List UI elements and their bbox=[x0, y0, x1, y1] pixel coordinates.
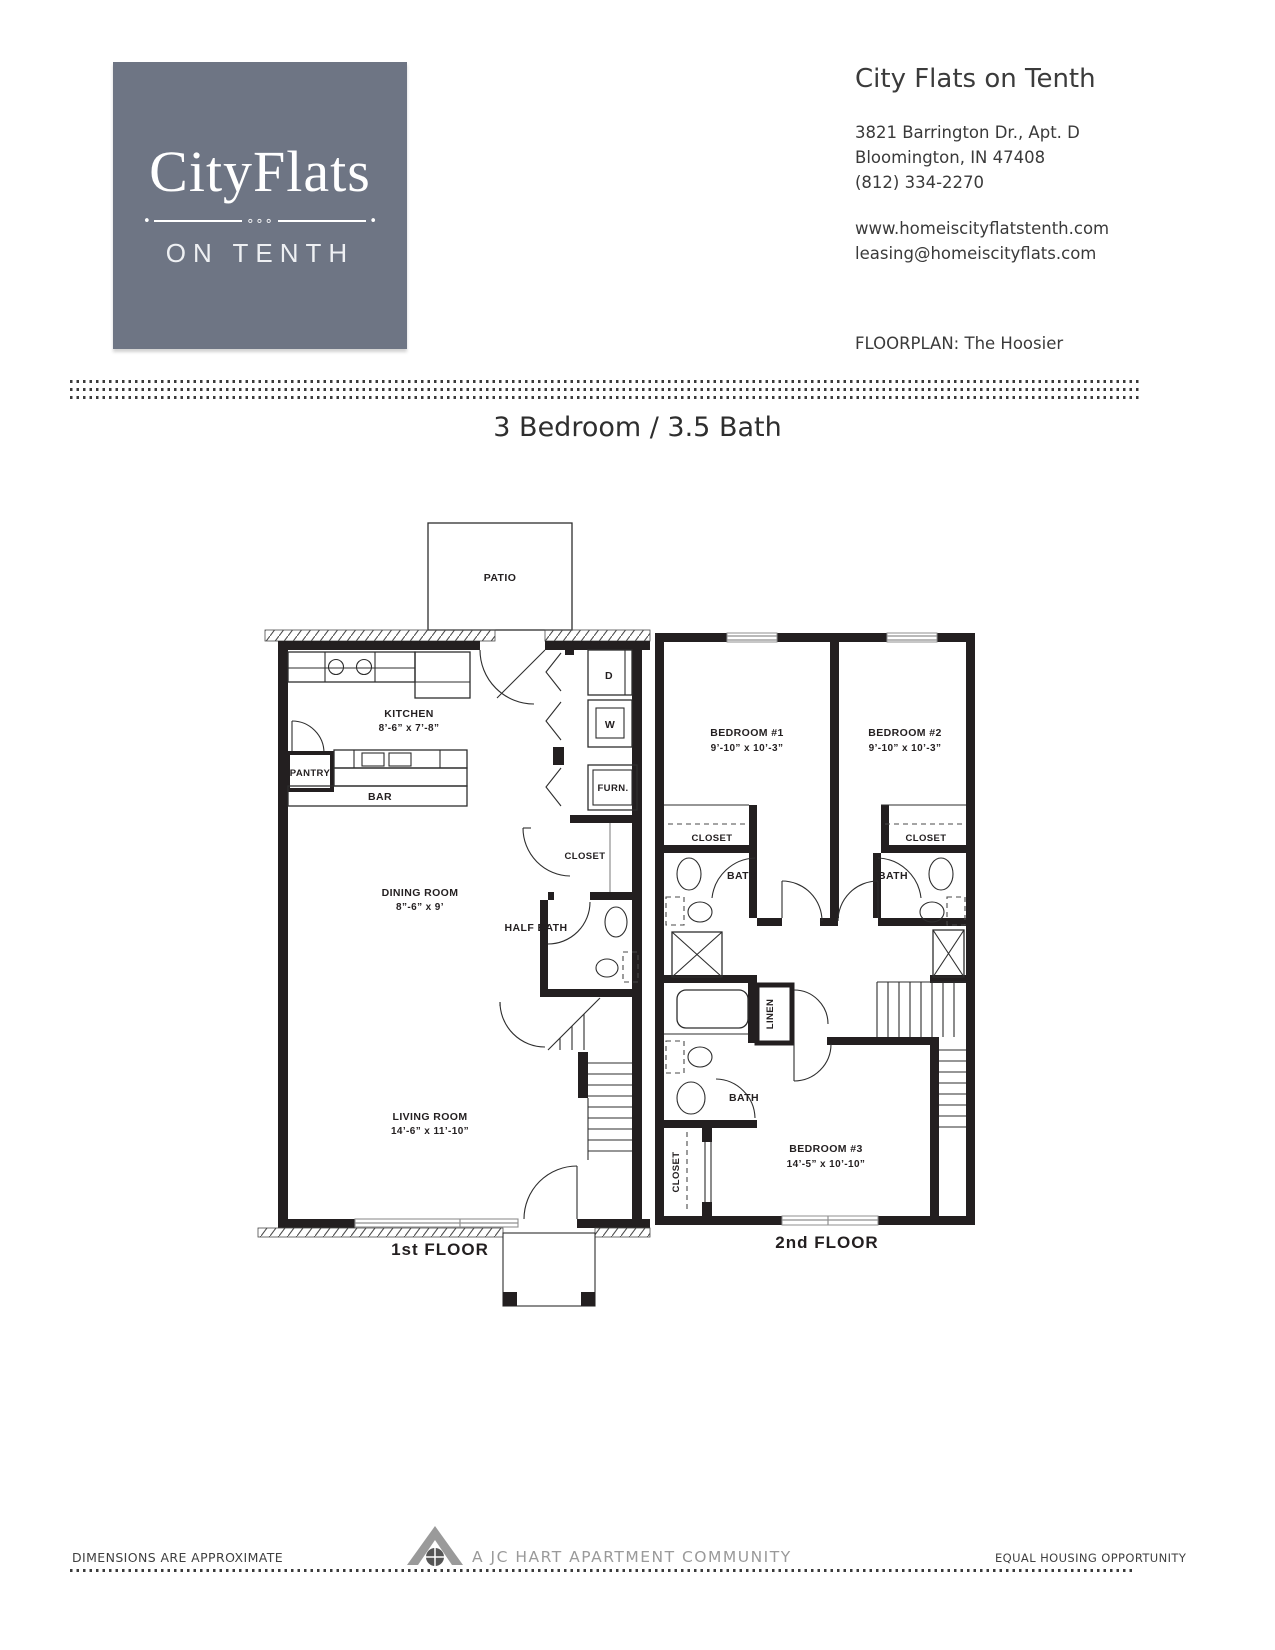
living-room-label: LIVING ROOM bbox=[392, 1111, 468, 1123]
patio-label: PATIO bbox=[483, 572, 517, 584]
logo-ornament-right: • bbox=[369, 213, 378, 229]
bath1-label: BATH bbox=[727, 870, 757, 882]
toilet-icon bbox=[677, 1082, 705, 1114]
contact-links bbox=[855, 216, 1109, 266]
website-link[interactable]: www.homeiscityflatstenth.com bbox=[855, 219, 1110, 238]
toilet-icon bbox=[677, 858, 701, 890]
closet3-label: CLOSET bbox=[671, 1151, 682, 1193]
half-bath-label: HALF BATH bbox=[504, 922, 568, 934]
bedroom1-window bbox=[727, 633, 777, 642]
dimensions-disclaimer: DIMENSIONS ARE APPROXIMATE bbox=[72, 1550, 284, 1565]
community-tagline: A JC HART APARTMENT COMMUNITY bbox=[472, 1548, 792, 1566]
closet1-label: CLOSET bbox=[691, 833, 733, 844]
bedroom3-label: BEDROOM #3 bbox=[789, 1143, 863, 1155]
address-line2: Bloomington, IN 47408 bbox=[855, 148, 1046, 167]
dining-room-label: DINING ROOM bbox=[381, 887, 459, 899]
dryer-label: D bbox=[605, 670, 613, 682]
bifold-door-icon bbox=[546, 653, 561, 691]
closet-label: CLOSET bbox=[564, 851, 606, 862]
second-floor-plan bbox=[655, 633, 975, 1252]
address-block bbox=[855, 120, 1080, 195]
pantry-label: PANTRY bbox=[289, 768, 331, 779]
floorplan-drawing bbox=[250, 480, 990, 1325]
bedroom1-dims: 9’-10” x 10’-3” bbox=[710, 743, 784, 754]
bathtub-icon bbox=[677, 990, 748, 1028]
floorplan-name-label: FLOORPLAN: The Hoosier bbox=[855, 334, 1064, 353]
bedroom2-window bbox=[887, 633, 937, 642]
jc-hart-house-icon bbox=[405, 1518, 465, 1568]
kitchen-sink-icon bbox=[329, 660, 344, 675]
logo-wordmark: CityFlats bbox=[149, 138, 371, 204]
half-bath bbox=[548, 902, 638, 982]
bar-label: BAR bbox=[368, 791, 392, 803]
bedroom3-closet bbox=[687, 1132, 711, 1212]
first-floor-stairs bbox=[500, 998, 632, 1160]
header-dotted-rule-3 bbox=[70, 396, 1140, 399]
pantry bbox=[288, 721, 332, 790]
footer-dotted-rule bbox=[70, 1569, 1135, 1572]
email-link[interactable]: leasing@homeiscityflats.com bbox=[855, 244, 1097, 263]
sink-icon bbox=[688, 902, 712, 922]
logo-divider-ornament bbox=[140, 215, 380, 228]
bedroom2-dims: 9’-10” x 10’-3” bbox=[868, 743, 942, 754]
bedroom2-label: BEDROOM #2 bbox=[868, 727, 942, 739]
toilet-icon bbox=[929, 858, 953, 890]
patio-door bbox=[480, 650, 545, 704]
address-line1: 3821 Barrington Dr., Apt. D bbox=[855, 123, 1080, 142]
washer-label: W bbox=[604, 719, 616, 731]
furnace-label: FURN. bbox=[597, 783, 629, 794]
sink-icon bbox=[596, 959, 618, 977]
page-title: City Flats on Tenth bbox=[855, 64, 1096, 94]
living-room-dims: 14’-6” x 11’-10” bbox=[390, 1126, 470, 1137]
front-door bbox=[524, 1166, 577, 1219]
closet1-rod bbox=[664, 805, 749, 824]
equal-housing-label: EQUAL HOUSING OPPORTUNITY bbox=[995, 1551, 1187, 1565]
logo-subtitle: ON TENTH bbox=[165, 237, 355, 268]
brand-logo bbox=[113, 62, 407, 349]
linen-label: LINEN bbox=[765, 998, 776, 1030]
second-floor-stairs bbox=[877, 982, 966, 1127]
logo-ornament-center: ∘∘∘ bbox=[246, 213, 274, 229]
phone-number: (812) 334-2270 bbox=[855, 173, 985, 192]
dining-room-dims: 8”-6” x 9’ bbox=[396, 902, 444, 913]
first-floor-title: 1st FLOOR bbox=[391, 1240, 489, 1259]
logo-rule-right bbox=[278, 220, 367, 222]
kitchen-label: KITCHEN bbox=[384, 708, 434, 720]
bedroom3-door bbox=[794, 1043, 831, 1081]
header-dotted-rule-2 bbox=[70, 388, 1140, 391]
bedroom3-dims: 14’-5” x 10’-10” bbox=[786, 1159, 866, 1170]
bath3-label: BATH bbox=[729, 1092, 759, 1104]
closet2-rod bbox=[881, 805, 966, 824]
header-dotted-rule-1 bbox=[70, 380, 1140, 383]
kitchen-dims: 8’-6” x 7’-8” bbox=[378, 723, 440, 734]
kitchen-counter bbox=[288, 652, 470, 698]
sink-icon bbox=[688, 1047, 712, 1067]
bedroom1-label: BEDROOM #1 bbox=[710, 727, 784, 739]
closet2-label: CLOSET bbox=[905, 833, 947, 844]
logo-ornament-left: • bbox=[143, 213, 151, 229]
plan-heading: 3 Bedroom / 3.5 Bath bbox=[493, 412, 782, 443]
logo-rule-left bbox=[154, 220, 243, 222]
bath2-label: BATH bbox=[878, 870, 908, 882]
toilet-icon bbox=[605, 907, 627, 937]
first-floor-plan bbox=[258, 523, 650, 1306]
bedroom3-window bbox=[782, 1216, 878, 1225]
living-room-window bbox=[355, 1219, 518, 1227]
second-floor-title: 2nd FLOOR bbox=[775, 1233, 879, 1252]
entry-porch bbox=[503, 1233, 595, 1306]
